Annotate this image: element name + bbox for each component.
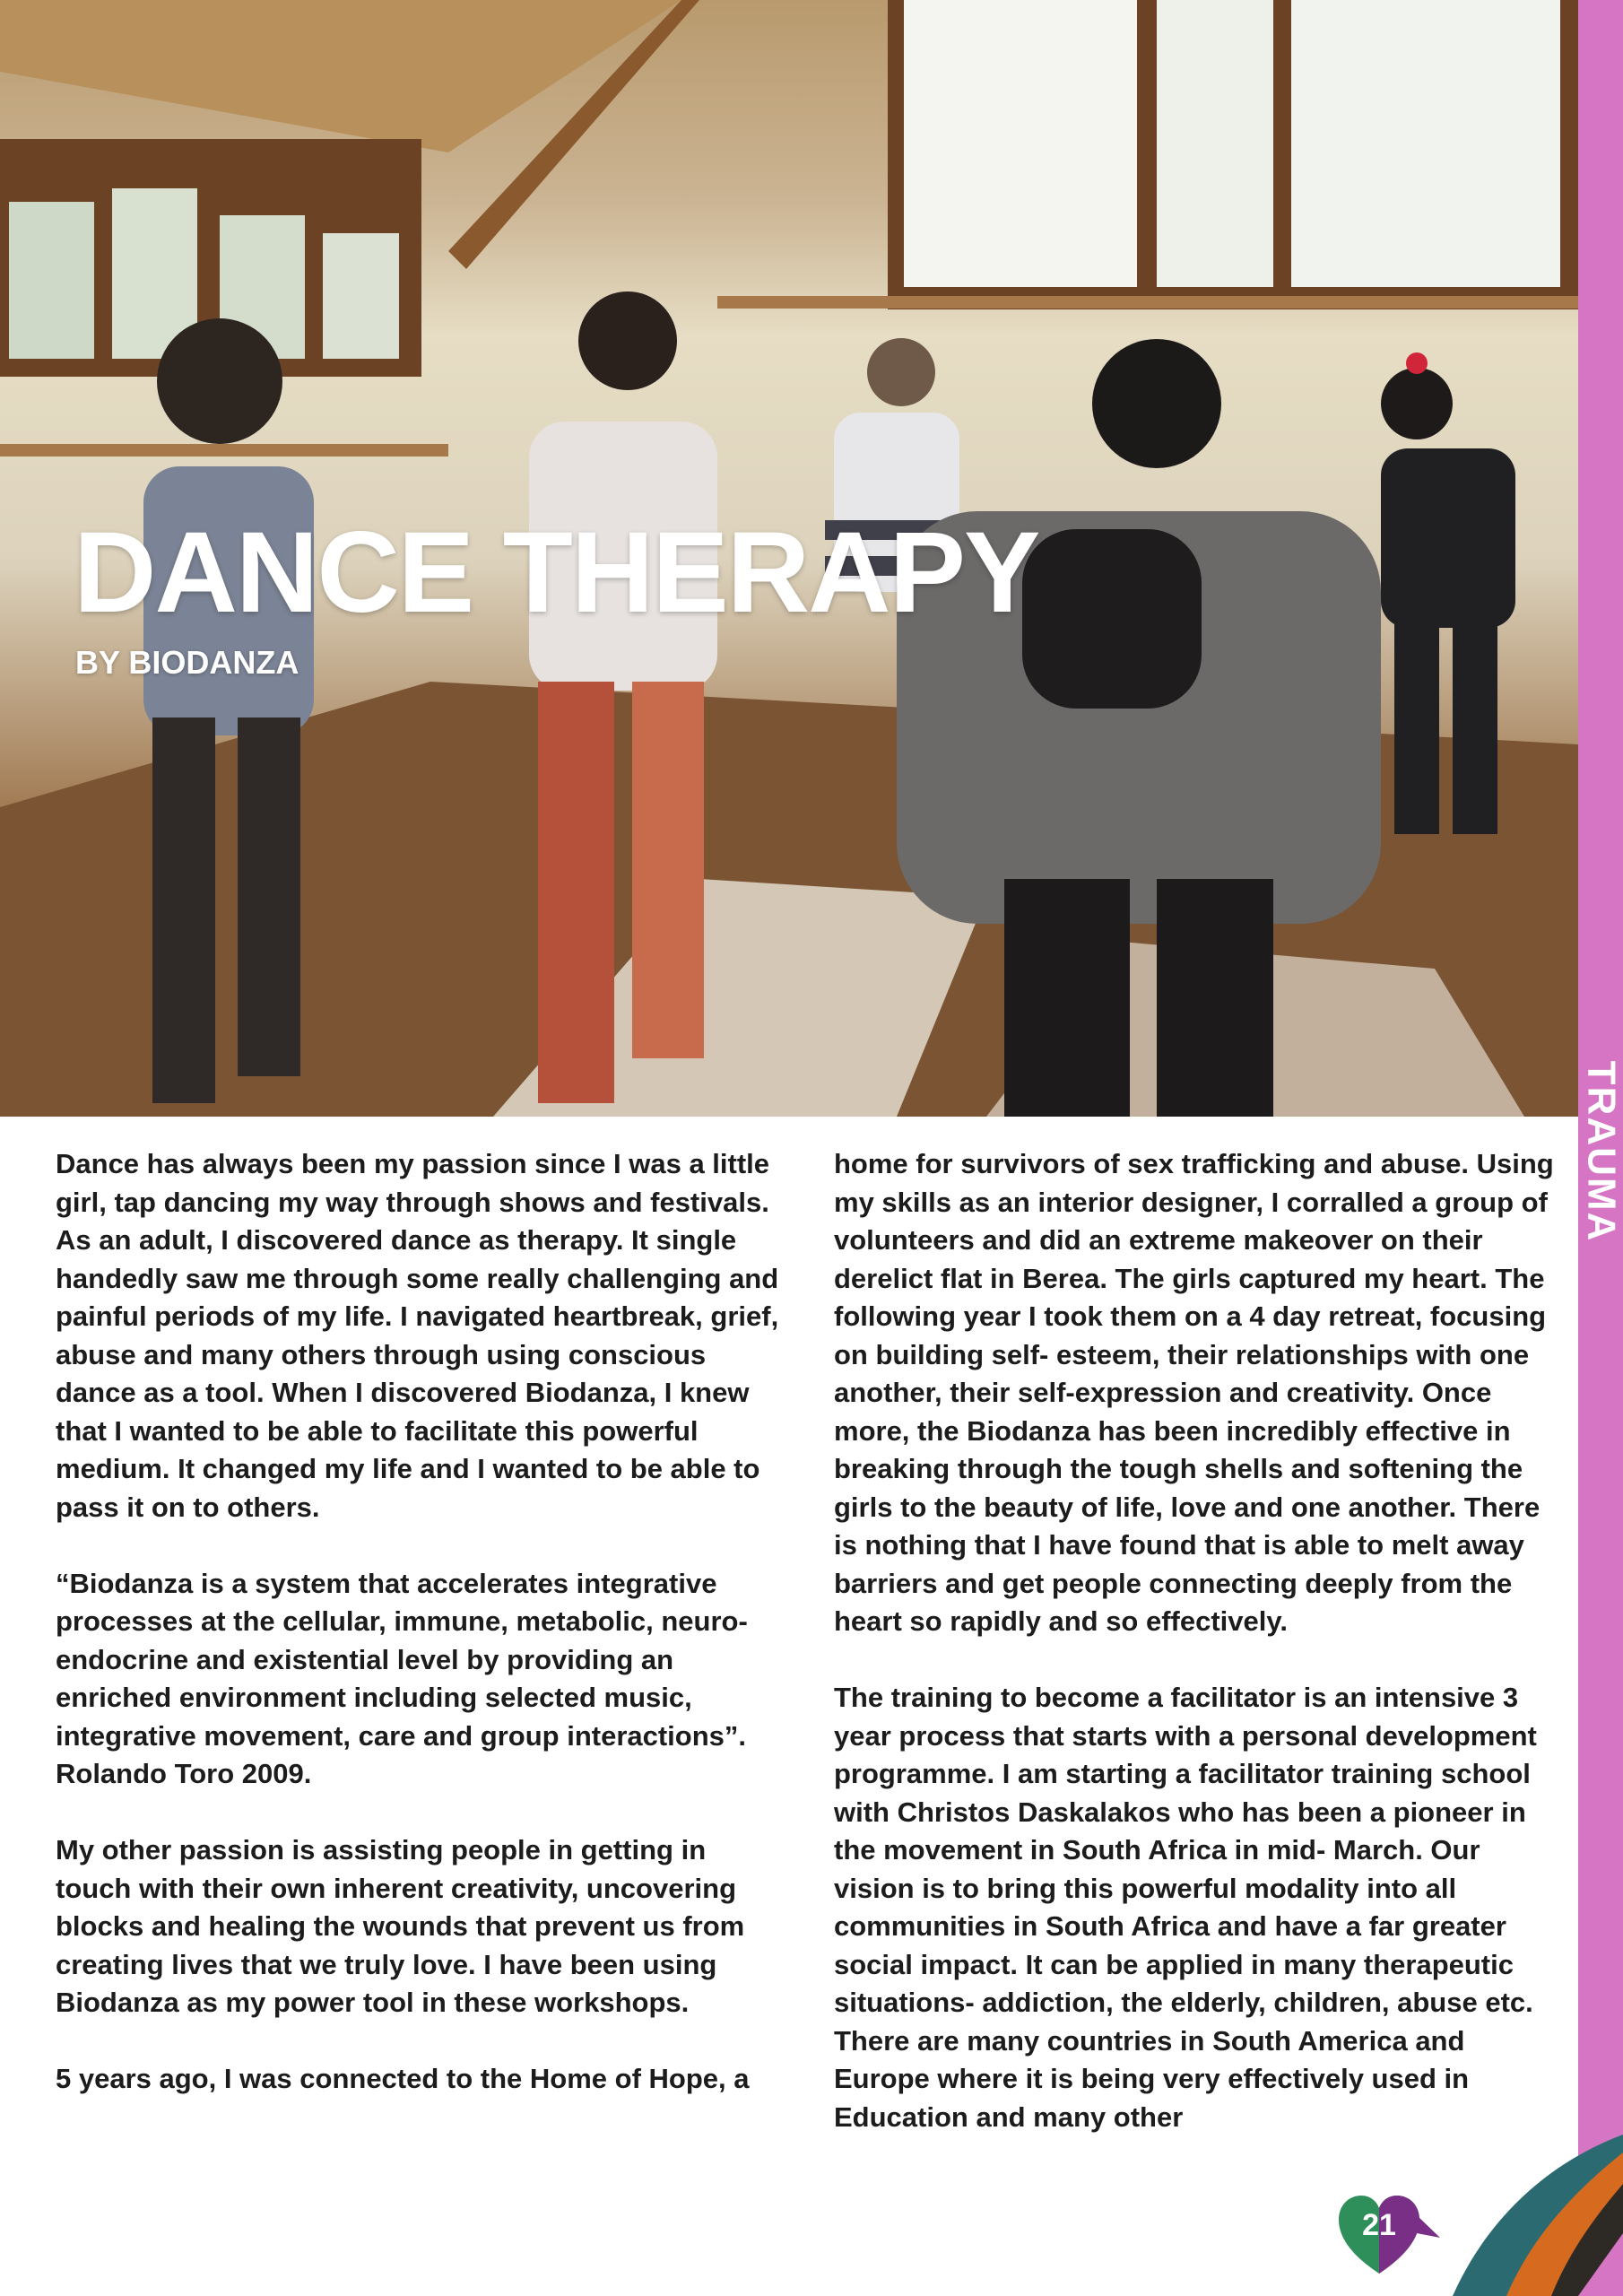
paragraph: My other passion is assisting people in getting in touch with their own inherent creativity, uncovering blocks and healing the wounds that prevent us from creating lives that we truly love. I have been using Biodanza as my power tool in these workshops. [56,1834,745,2018]
left-window-pane [323,233,399,359]
article-title: DANCE THERAPY [74,509,1039,637]
article-column-left [56,1145,782,2136]
paragraph: Dance has always been my passion since I was a little girl, tap dancing my way through shows and festivals. As an adult, I discovered dance as therapy. It single handedly saw me through some really challenging and painful periods of my life. I navigated heartbreak, grief, abuse and many others through using conscious dance as a tool. When I discovered Biodanza, I knew that I wanted to be able to facilitate this powerful medium. It changed my life and I wanted to be able to pass it on to others. [56,1148,779,1523]
section-label-text: TRAUMA [1579,1060,1623,1243]
right-window-pane [904,0,1137,287]
ballet-barre [0,444,448,457]
left-window-pane [9,202,94,359]
right-window-pane [1157,0,1273,287]
section-label [1578,1048,1623,1256]
paragraph: 5 years ago, I was connected to the Home of Hope, a [56,2063,750,2094]
right-window-pane [1291,0,1560,287]
article-column-right [834,1145,1560,2175]
paragraph: The training to become a facilitator is an intensive 3 year process that starts with a personal development programme. I am starting a facilitator training school with Christos Daskalakos who has been a pioneer in the movement in South Africa in mid- March. Our vision is to bring this powerful modality into all communities in South Africa and have a far greater social impact. It can be applied in many therapeutic situations- addiction, the elderly, children, abuse etc. There are many countries in South America and Europe where it is being very effectively used in Education and many other [834,1682,1537,2133]
ballet-barre [717,296,1578,309]
article-byline: BY BIODANZA [75,644,299,681]
paragraph: “Biodanza is a system that accelerates integrative processes at the cellular, immune, metabolic, neuro-endocrine and existential level by providing an enriched environment including selected music, integrative movement, care and group interactions”. Rolando Toro 2009. [56,1567,748,1789]
flag-corner-decoration [1453,2135,1623,2296]
page-number: 21 [1362,2208,1396,2242]
hero-photo [0,0,1578,1117]
paragraph: home for survivors of sex trafficking and abuse. Using my skills as an interior designer, I corralled a group of volunteers and did an extreme makeover on their derelict flat in Berea. The girls captured my heart. The following year I took them on a 4 day retreat, focusing on building self- esteem, their relationships with one another, their self-expression and creativity. Once more, the Biodanza has been incredibly effective in breaking through the tough shells and softening the girls to the beauty of life, love and one another. There is nothing that I have found that is able to melt away barriers and get people connecting deeply from the heart so rapidly and so effectively. [834,1148,1554,1637]
